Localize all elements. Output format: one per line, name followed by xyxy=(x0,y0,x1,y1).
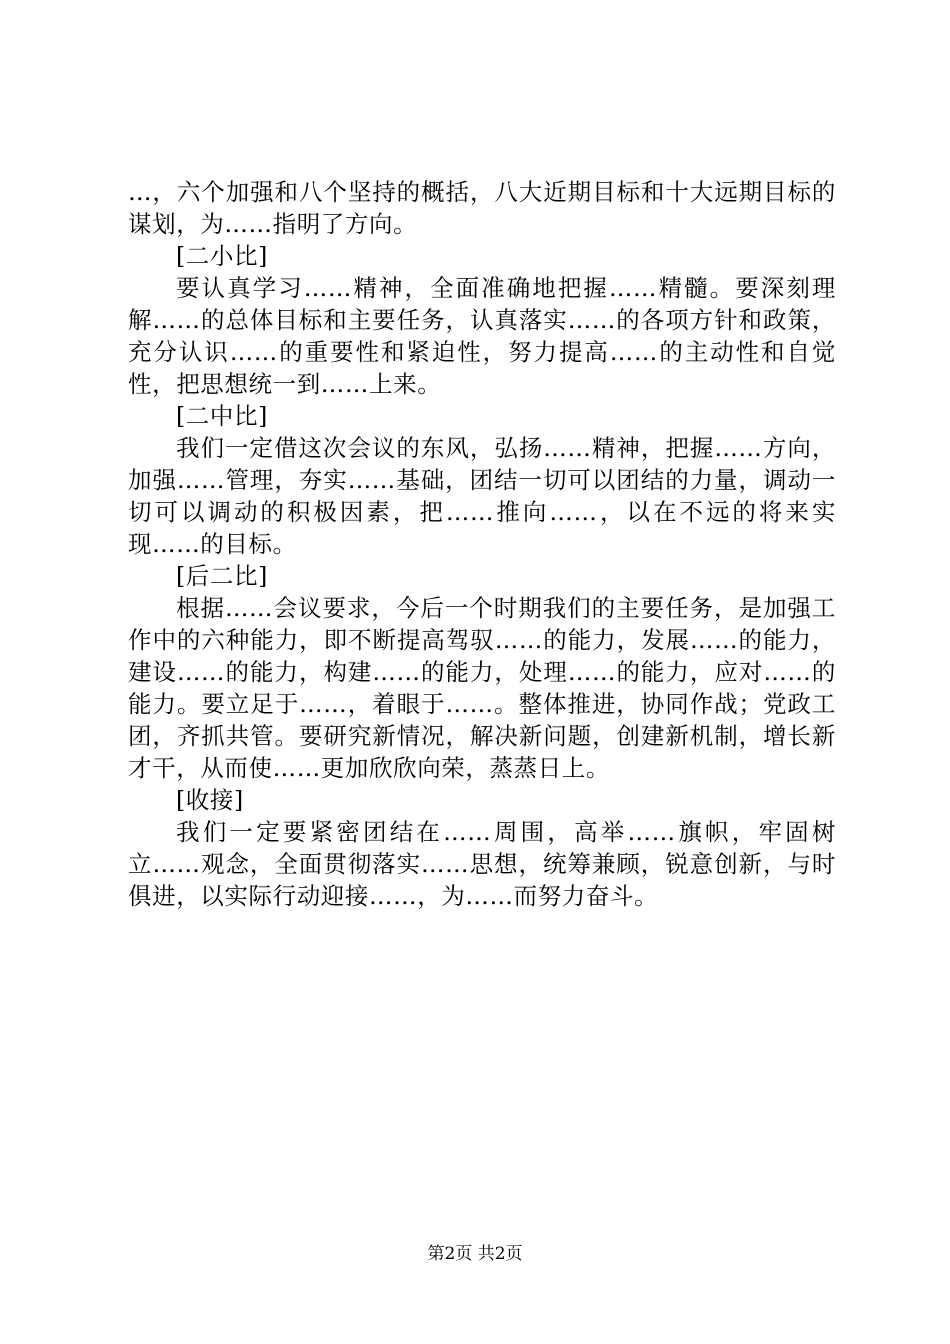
document-body xyxy=(128,176,836,912)
section-paragraph-shou-jie: 我们一定要紧密团结在……周围，高举……旗帜，牢固树立……观念，全面贯彻落实……思想，统筹兼顾，锐意创新，与时俱进，以实际行动迎接……，为……而努力奋斗。 xyxy=(128,818,836,910)
section-paragraph-er-xiao-bi: 要认真学习……精神，全面准确地把握……精髓。要深刻理解……的总体目标和主要任务，认真落实……的各项方针和政策，充分认识……的重要性和紧迫性，努力提高……的主动性和自觉性，把思想统一到……上来。 xyxy=(128,274,836,398)
section-heading-shou-jie: [收接] xyxy=(176,786,244,814)
intro-paragraph: …，六个加强和八个坚持的概括，八大近期目标和十大远期目标的谋划，为……指明了方向。 xyxy=(128,178,836,238)
section-heading-er-xiao-bi: [二小比] xyxy=(176,242,268,270)
section-heading-hou-er-bi: [后二比] xyxy=(176,562,268,590)
section-paragraph-er-zhong-bi: 我们一定借这次会议的东风，弘扬……精神，把握……方向，加强……管理，夯实……基础，团结一切可以团结的力量，调动一切可以调动的积极因素，把……推向……，以在不远的将来实现……的目标。 xyxy=(128,434,836,558)
section-heading-er-zhong-bi: [二中比] xyxy=(176,402,268,430)
section-paragraph-hou-er-bi: 根据……会议要求，今后一个时期我们的主要任务，是加强工作中的六种能力，即不断提高驾驭……的能力，发展……的能力，建设……的能力，构建……的能力，处理……的能力，应对……的能力。要立足于……，着眼于……。整体推进，协同作战；党政工团，齐抓共管。要研究新情况，解决新问题，创建新机制，增长新才干，从而使……更加欣欣向荣，蒸蒸日上。 xyxy=(128,594,836,782)
page-number-footer: 第2页 共2页 xyxy=(427,1244,523,1264)
